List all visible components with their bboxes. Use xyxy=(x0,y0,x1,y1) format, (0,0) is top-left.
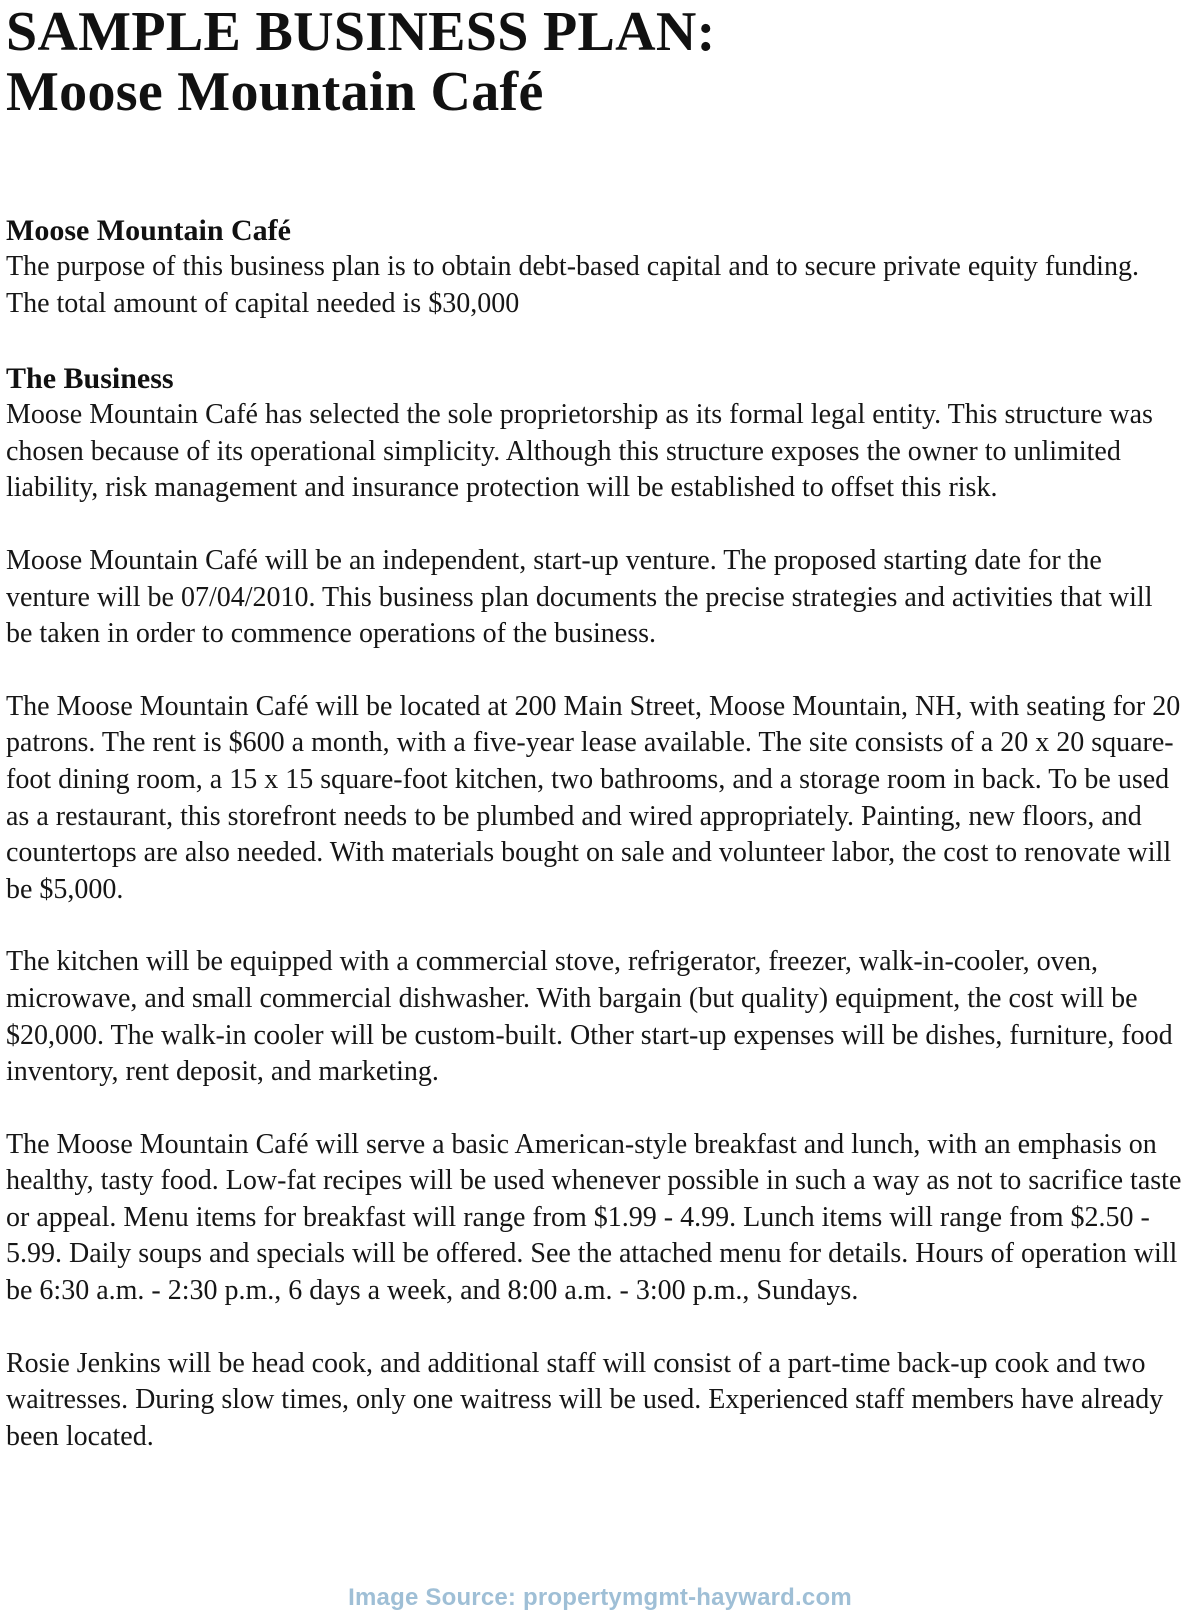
document-title xyxy=(6,0,1184,122)
section-heading-intro: Moose Mountain Café xyxy=(6,214,291,247)
paragraph-startup-venture: Moose Mountain Café will be an independent, start-up venture. The proposed starting date for the venture will be 07/04/2010. This business plan documents the precise strategies and activities that will be taken in order to commence operations of the business. xyxy=(6,544,1153,650)
document-title-line-2: Moose Mountain Café xyxy=(6,61,544,123)
paragraph-kitchen-equipment: The kitchen will be equipped with a commercial stove, refrigerator, freezer, walk-in-cooler, oven, microwave, and small commercial dishwasher. With bargain (but quality) equipment, the cost will be $20,000. The walk-in cooler will be custom-built. Other start-up expenses will be dishes, furniture, food inventory, rent deposit, and marketing. xyxy=(6,946,1173,1088)
paragraph-staff: Rosie Jenkins will be head cook, and additional staff will consist of a part-time back-up cook and two waitresses. During slow times, only one waitress will be used. Experienced staff members have already been located. xyxy=(6,1347,1164,1452)
paragraph-menu-hours: The Moose Mountain Café will serve a basic American-style breakfast and lunch, with an emphasis on healthy, tasty food. Low-fat recipes will be used whenever possible in such a way as not to sacrifice taste or appeal. Menu items for breakfast will range from $1.99 - 4.99. Lunch items will range from $2.50 - 5.99. Daily soups and specials will be offered. See the attached menu for details. Hours of operation will be 6:30 a.m. - 2:30 p.m., 6 days a week, and 8:00 a.m. - 3:00 p.m., Sundays. xyxy=(6,1128,1182,1307)
image-source-watermark: Image Source: propertymgmt-hayward.com xyxy=(348,1584,852,1611)
section-heading-the-business: The Business xyxy=(6,362,174,396)
paragraph-location: The Moose Mountain Café will be located at 200 Main Street, Moose Mountain, NH, with seating for 20 patrons. The rent is $600 a month, with a five-year lease available. The site consists of a 20 x 20 square-foot dining room, a 15 x 15 square-foot kitchen, two bathrooms, and a storage room in back. To be used as a restaurant, this storefront needs to be plumbed and wired appropriately. Painting, new floors, and countertops are also needed. With materials bought on sale and volunteer labor, the cost to renovate will be $5,000. xyxy=(6,690,1181,905)
paragraph-purpose: The purpose of this business plan is to obtain debt-based capital and to secure private equity funding. The total amount of capital needed is $30,000 xyxy=(6,251,1139,319)
document-title-line-1: SAMPLE BUSINESS PLAN: xyxy=(6,1,716,63)
paragraph-legal-entity: Moose Mountain Café has selected the sole proprietorship as its formal legal entity. This structure was chosen because of its operational simplicity. Although this structure exposes the owner to unlimited liability, risk management and insurance protection will be established to offset this risk. xyxy=(6,399,1153,504)
